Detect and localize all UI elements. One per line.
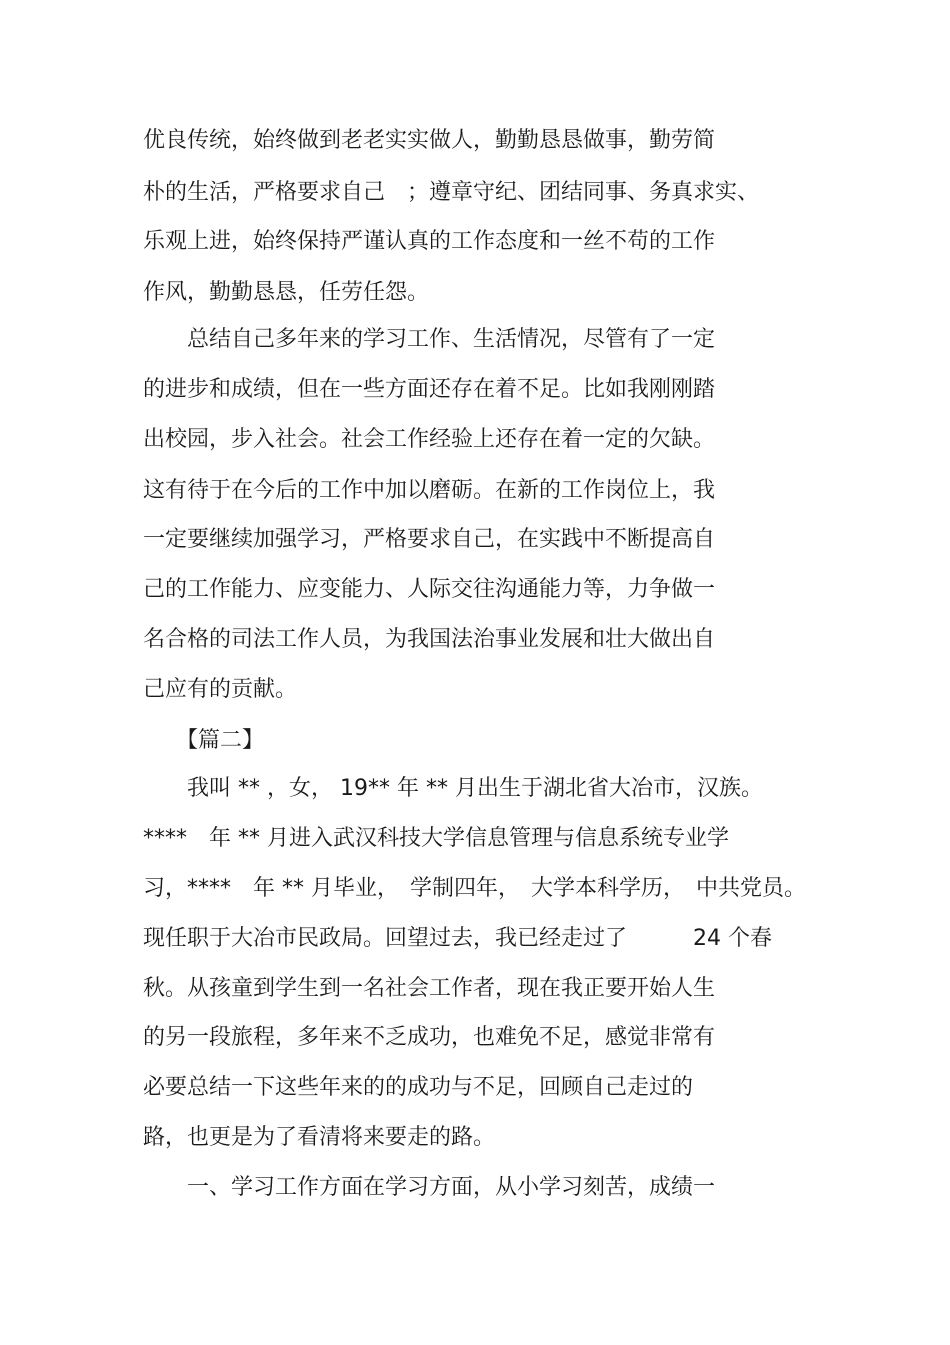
text-line: 朴的生活，严格要求自己 ；遵章守纪、团结同事、务真求实、 [143, 180, 760, 205]
text-line: 路，也更是为了看清将来要走的路。 [143, 1125, 496, 1150]
text-line: 习，**** 年 ** 月毕业， 学制四年， 大学本科学历， 中共党员。 [143, 876, 806, 901]
text-line: 己应有的贡献。 [143, 677, 298, 702]
text-line: 乐观上进，始终保持严谨认真的工作态度和一丝不苟的工作 [143, 229, 716, 254]
text-line: 现任职于大冶市民政局。回望过去，我已经走过了 24 个春 [143, 926, 772, 951]
text-line: 我叫 ** ，女， 19** 年 ** 月出生于湖北省大冶市，汉族。 [143, 776, 763, 801]
text-line: **** 年 ** 月进入武汉科技大学信息管理与信息系统专业学 [143, 826, 729, 851]
text-line: 优良传统，始终做到老老实实做人，勤勤恳恳做事，勤劳简 [143, 128, 716, 153]
text-line: 的进步和成绩，但在一些方面还存在着不足。比如我刚刚踏 [143, 377, 716, 402]
text-line: 名合格的司法工作人员，为我国法治事业发展和壮大做出自 [143, 627, 716, 652]
text-line: 出校园，步入社会。社会工作经验上还存在着一定的欠缺。 [143, 427, 716, 452]
text-line: 己的工作能力、应变能力、人际交往沟通能力等，力争做一 [143, 577, 716, 602]
text-line: 一定要继续加强学习，严格要求自己，在实践中不断提高自 [143, 527, 716, 552]
text-line: 作风，勤勤恳恳，任劳任怨。 [143, 280, 430, 305]
text-line: 的另一段旅程，多年来不乏成功，也难免不足，感觉非常有 [143, 1025, 716, 1050]
text-line: 总结自己多年来的学习工作、生活情况，尽管有了一定 [143, 327, 716, 352]
text-line: 秋。从孩童到学生到一名社会工作者，现在我正要开始人生 [143, 976, 716, 1001]
section-heading: 【篇二】 [143, 728, 265, 753]
text-line: 一、学习工作方面在学习方面，从小学习刻苦，成绩一 [143, 1175, 716, 1200]
text-line: 这有待于在今后的工作中加以磨砺。在新的工作岗位上，我 [143, 478, 716, 503]
text-line: 必要总结一下这些年来的的成功与不足，回顾自己走过的 [143, 1075, 694, 1100]
